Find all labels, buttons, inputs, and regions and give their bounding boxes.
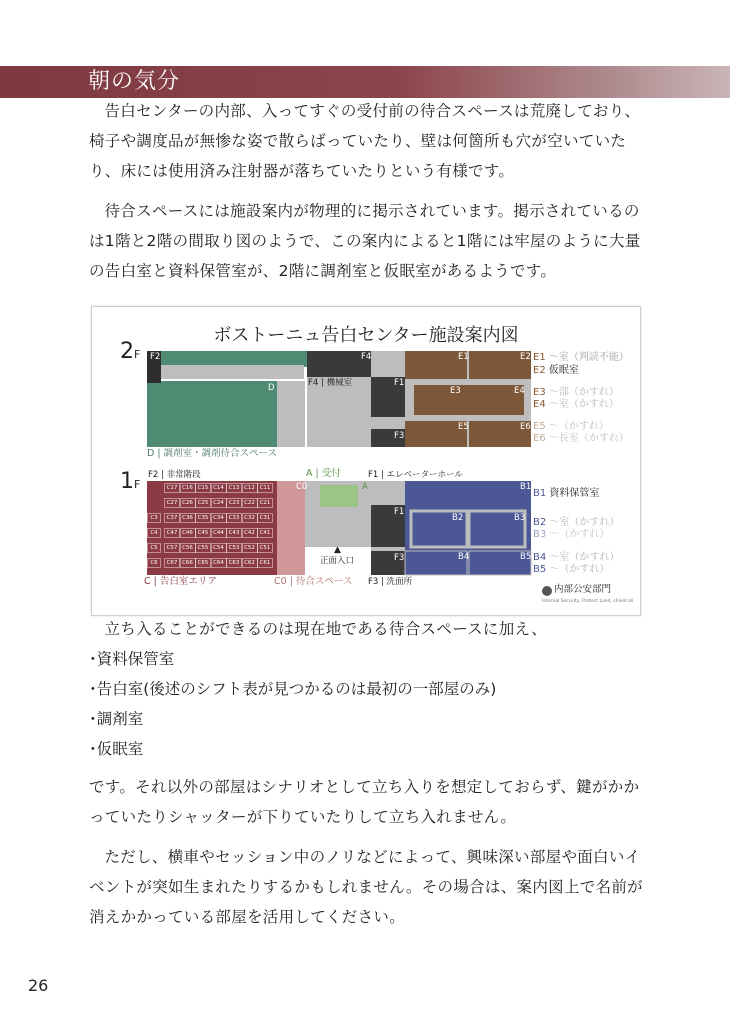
label-area-c0: C0 | 待合スペース	[274, 576, 353, 587]
confession-cell: C56	[180, 543, 196, 553]
label-e2: E2	[520, 352, 531, 362]
label-b4: B4	[458, 552, 470, 562]
confession-cell: C67	[164, 558, 180, 568]
confession-cell: C32	[242, 513, 258, 523]
confession-cell: C47	[164, 528, 180, 538]
confession-cell: C42	[242, 528, 258, 538]
confession-cell: C23	[226, 498, 242, 508]
label-entrance: 正面入口	[320, 556, 355, 566]
side-row-b5: B5 〜（かすれ）	[533, 564, 610, 575]
confession-cell: C27	[164, 498, 180, 508]
confession-cell: C25	[195, 498, 211, 508]
side-row-b4: B4 〜室（かすれ）	[533, 552, 620, 563]
confession-cell: C33	[226, 513, 242, 523]
confession-cell: C14	[211, 483, 227, 493]
entrance-arrow: ▲	[334, 545, 341, 555]
confession-cell: C34	[211, 513, 227, 523]
label-e1: E1	[458, 352, 469, 362]
confession-cell: C35	[195, 513, 211, 523]
confession-cell: C44	[211, 528, 227, 538]
confession-cell: C26	[180, 498, 196, 508]
side-row-e5: E5 〜（かすれ）	[533, 421, 609, 432]
side-row-b3: B3 〜（かすれ）	[533, 529, 610, 540]
label-f2-1f: F2 | 非常階段	[148, 470, 201, 480]
confession-cell: C53	[226, 543, 242, 553]
label-f4: F4	[361, 352, 372, 362]
confession-cell: C51	[257, 543, 273, 553]
side-row-e6: E6 〜長室（かすれ）	[533, 433, 629, 444]
label-b2: B2	[452, 513, 464, 523]
confession-cell: C55	[195, 543, 211, 553]
label-f4-room: F4 | 機械室	[308, 378, 353, 388]
confession-cell: C54	[211, 543, 227, 553]
paragraph-1: 告白センターの内部、入ってすぐの受付前の待合スペースは荒廃しており、椅子や調度品が無惨な姿で散らばっていたり、壁は何箇所も穴が空いていたり、床には使用済み注射器が落ちていたりという有様です。	[89, 102, 641, 180]
side-row-e2: E2 仮眠室	[533, 365, 579, 376]
label-f2-2f: F2	[150, 352, 161, 362]
label-area-c: C | 告白室エリア	[144, 576, 217, 587]
confession-cell: C4	[147, 528, 161, 538]
side-row-e1: E1 〜室（判読不能）	[533, 352, 629, 363]
confession-cell: C13	[226, 483, 242, 493]
label-e6: E6	[520, 422, 531, 432]
label-c0: C0	[296, 482, 308, 492]
label-f3-1f: F3	[394, 553, 405, 563]
confession-cell: C65	[195, 558, 211, 568]
logo-text: 内部公安部門	[554, 584, 612, 595]
confession-cell: C37	[164, 513, 180, 523]
label-e4: E4	[514, 386, 525, 396]
confession-cell: C66	[180, 558, 196, 568]
confession-cell: C64	[211, 558, 227, 568]
confession-cell: C46	[180, 528, 196, 538]
confession-cell: C12	[242, 483, 258, 493]
label-d: D	[268, 383, 275, 393]
confession-cell: C52	[242, 543, 258, 553]
confession-cell: C36	[180, 513, 196, 523]
map-reception	[320, 485, 358, 507]
map-1f-lobby-low	[305, 511, 371, 547]
list-item-1: ･資料保管室	[89, 650, 175, 668]
list-item-4: ･仮眠室	[89, 740, 144, 758]
confession-cell: C41	[257, 528, 273, 538]
label-b1: B1	[520, 482, 532, 492]
floor-label-2f: 2F	[120, 339, 141, 364]
map-area-c0	[277, 481, 308, 575]
confession-cell: C22	[242, 498, 258, 508]
confession-cell: C24	[211, 498, 227, 508]
floor-map	[91, 306, 641, 616]
confession-cell: C31	[257, 513, 273, 523]
confession-cell: C16	[180, 483, 196, 493]
logo-subtext: Internal Security, Protect Land, shield all	[542, 599, 634, 604]
paragraph-2: 待合スペースには施設案内が物理的に掲示されています。掲示されているのは1階と2階の間取り図のようで、この案内によると1階には牢屋のように大量の告白室と資料保管室が、2階に調剤室と仮眠室があるようです。	[89, 202, 641, 280]
confession-cell: C61	[257, 558, 273, 568]
label-a: A	[362, 482, 368, 492]
confession-cell: C17	[164, 483, 180, 493]
list-item-3: ･調剤室	[89, 710, 144, 728]
confession-cell: C43	[226, 528, 242, 538]
confession-cell: C5	[147, 543, 161, 553]
label-f3-2f: F3	[394, 431, 405, 441]
label-e3: E3	[450, 386, 461, 396]
label-f1-hall: F1 | エレベーターホール	[368, 470, 463, 480]
map-2f-corridor	[159, 365, 304, 379]
floor-label-1f: 1F	[120, 469, 141, 494]
map-2f-hall-left	[277, 381, 305, 447]
paragraph-5: ただし、横車やセッション中のノリなどによって、興味深い部屋や面白いイベントが突如生まれたりするかもしれません。その場合は、案内図上で名前が消えかかっている部屋を活用してください。	[89, 848, 643, 926]
label-reception: A | 受付	[306, 468, 341, 479]
side-row-b2: B2 〜室（かすれ）	[533, 517, 620, 528]
label-f1-1f: F1	[394, 507, 405, 517]
map-title: ボストーニュ告白センター施設案内図	[213, 325, 519, 346]
confession-cell: C21	[257, 498, 273, 508]
map-room-b1	[405, 481, 531, 505]
label-f1-2f: F1	[394, 378, 405, 388]
confession-cell: C45	[195, 528, 211, 538]
label-washroom: F3 | 洗面所	[368, 577, 413, 587]
confession-cell: C62	[242, 558, 258, 568]
list-item-2: ･告白室(後述のシフト表が見つかるのは最初の一部屋のみ)	[89, 680, 497, 698]
confession-cell: C3	[147, 513, 161, 523]
label-room-d: D | 調剤室・調剤待合スペース	[147, 448, 278, 459]
side-row-b1: B1 資料保管室	[533, 488, 600, 499]
confession-cell: C63	[226, 558, 242, 568]
confession-cell: C11	[257, 483, 273, 493]
section-title: 朝の気分	[88, 69, 181, 94]
map-2f-corridor-top	[147, 351, 307, 367]
map-logo-emblem	[542, 586, 552, 596]
paragraph-4: です。それ以外の部屋はシナリオとして立ち入りを想定しておらず、鍵がかかっていたりシャッターが下りていたりして立ち入れません。	[89, 778, 640, 826]
label-b5: B5	[520, 552, 532, 562]
side-row-e3: E3 〜部（かすれ）	[533, 387, 619, 398]
confession-cell: C6	[147, 558, 161, 568]
confession-cell: C15	[195, 483, 211, 493]
map-room-d	[147, 381, 277, 447]
side-row-e4: E4 〜室（かすれ）	[533, 399, 619, 410]
confession-cell: C57	[164, 543, 180, 553]
map-2f-hall-top	[371, 351, 405, 377]
page-number: 26	[28, 976, 49, 995]
label-e5: E5	[458, 422, 469, 432]
label-b3: B3	[514, 513, 526, 523]
paragraph-3: 立ち入ることができるのは現在地である待合スペースに加え、	[104, 620, 548, 638]
